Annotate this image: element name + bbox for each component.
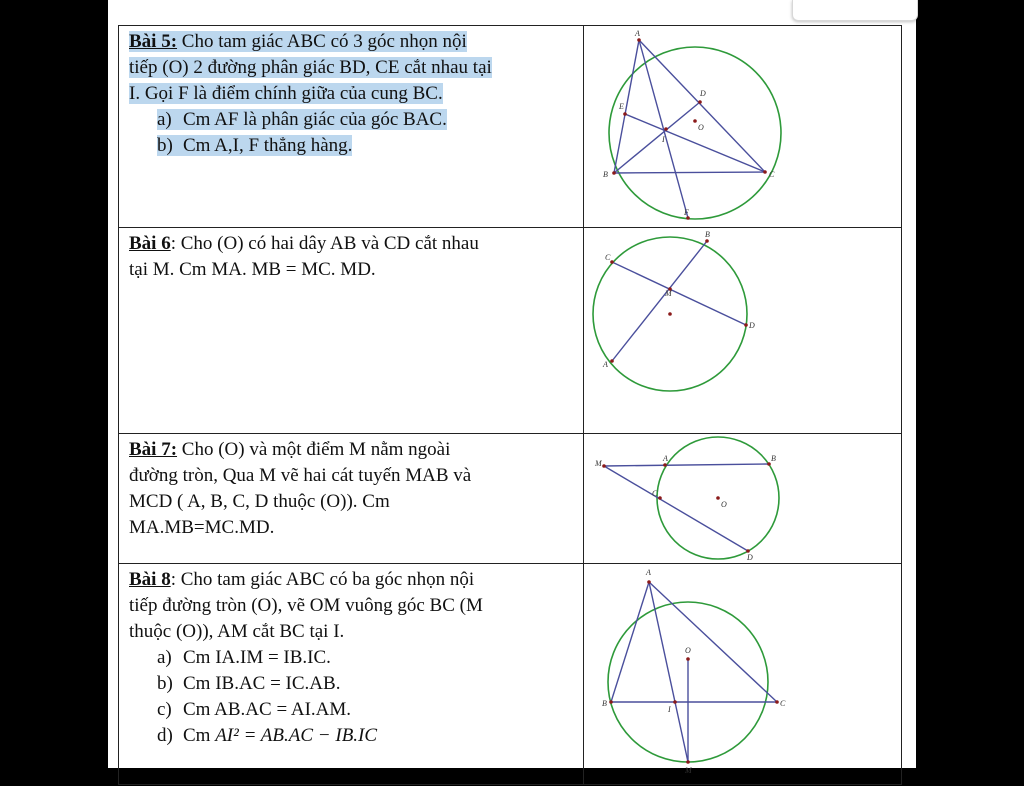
label-C: C xyxy=(605,253,611,262)
label-O: O xyxy=(698,123,704,132)
point-C xyxy=(658,496,662,500)
chord-AB xyxy=(612,241,707,361)
label-M: M xyxy=(595,459,602,468)
point-A xyxy=(610,359,614,363)
label-A: A xyxy=(646,568,651,577)
label-D: D xyxy=(749,321,755,330)
segment-AC xyxy=(639,40,765,172)
exercise-8-title: Bài 8 xyxy=(129,569,171,590)
point-M xyxy=(686,760,690,764)
floating-panel[interactable] xyxy=(792,0,918,21)
exercise-6-title: Bài 6 xyxy=(129,233,171,254)
point-C xyxy=(763,170,767,174)
point-A xyxy=(647,580,651,584)
point-C xyxy=(610,260,614,264)
label-M: M xyxy=(685,766,692,775)
label-B: B xyxy=(705,230,710,239)
label-A: A xyxy=(663,454,668,463)
label-F: F xyxy=(684,208,689,217)
point-B xyxy=(609,700,613,704)
exercise-5-title: Bài 5: xyxy=(129,31,178,52)
segment-AB xyxy=(614,40,639,173)
label-C: C xyxy=(780,699,786,708)
label-A: A xyxy=(603,360,608,369)
geometry-figure-7 xyxy=(584,434,902,563)
point-I xyxy=(664,127,668,131)
exercise-8-text[interactable]: Bài 8: Cho tam giác ABC có ba góc nhọn nội tiếp đường tròn (O), vẽ OM vuông góc BC (M thuộc (O)), AM cắt BC tại I. a) Cm IA.IM = IB.IC. b) Cm IB.AC = IC.AB. c) Cm AB.AC = AI.AM. d) Cm AI² = AB.AC − IB.IC xyxy=(129,569,483,746)
exercise-7-title: Bài 7: xyxy=(129,439,178,460)
circumcircle xyxy=(609,47,781,219)
point-A xyxy=(663,463,667,467)
exercise-6-figure xyxy=(584,228,902,433)
point-A xyxy=(637,38,641,42)
point-B xyxy=(705,239,709,243)
label-E: E xyxy=(619,102,624,111)
label-B: B xyxy=(602,699,607,708)
segment-BC xyxy=(614,172,765,173)
label-O: O xyxy=(685,646,691,655)
exercise-table xyxy=(118,25,902,785)
point-D xyxy=(698,100,702,104)
label-D: D xyxy=(700,89,706,98)
geometry-figure-8 xyxy=(584,564,902,786)
label-I: I xyxy=(662,135,665,144)
label-A: A xyxy=(635,29,640,38)
label-B: B xyxy=(603,170,608,179)
exercise-7-text[interactable]: Bài 7: Cho (O) và một điểm M nằm ngoài đường tròn, Qua M vẽ hai cát tuyến MAB và MCD ( A, B, C, D thuộc (O)). Cm MA.MB=MC.MD. xyxy=(129,439,472,538)
geometry-figure-6 xyxy=(584,228,902,433)
segment-AF xyxy=(639,40,688,218)
label-B: B xyxy=(771,454,776,463)
exercise-5-figure xyxy=(584,26,902,227)
point-O xyxy=(693,119,697,123)
label-I: I xyxy=(668,705,671,714)
label-C: C xyxy=(652,489,658,498)
point-O xyxy=(686,657,690,661)
point-D xyxy=(744,323,748,327)
exercise-6-text[interactable]: Bài 6: Cho (O) có hai dây AB và CD cắt nhau tại M. Cm MA. MB = MC. MD. xyxy=(129,233,479,280)
point-O xyxy=(716,496,720,500)
exercise-7-figure xyxy=(584,434,902,563)
point-B xyxy=(612,171,616,175)
point-O xyxy=(668,312,672,316)
document-page xyxy=(108,0,916,775)
segment-BD xyxy=(614,102,700,173)
geometry-figure-5 xyxy=(584,26,902,227)
label-D: D xyxy=(747,553,753,562)
point-I xyxy=(673,700,677,704)
exercise-5-text[interactable]: Bài 5: Cho tam giác ABC có 3 góc nhọn nội tiếp (O) 2 đường phân giác BD, CE cắt nhau tại I. Gọi F là điểm chính giữa của cung BC. a) Cm AF là phân giác của góc BAC. b) Cm A,I, F thẳng hàng. xyxy=(129,31,492,156)
point-C xyxy=(775,700,779,704)
segment-AM xyxy=(649,582,688,762)
segment-AB xyxy=(611,582,649,702)
label-O: O xyxy=(721,500,727,509)
point-E xyxy=(623,112,627,116)
secant-MAB xyxy=(604,464,769,466)
point-M xyxy=(602,464,606,468)
chord-CD xyxy=(612,262,746,325)
label-C: C xyxy=(769,170,775,179)
exercise-8-figure xyxy=(584,564,902,786)
label-M: M xyxy=(665,289,672,298)
